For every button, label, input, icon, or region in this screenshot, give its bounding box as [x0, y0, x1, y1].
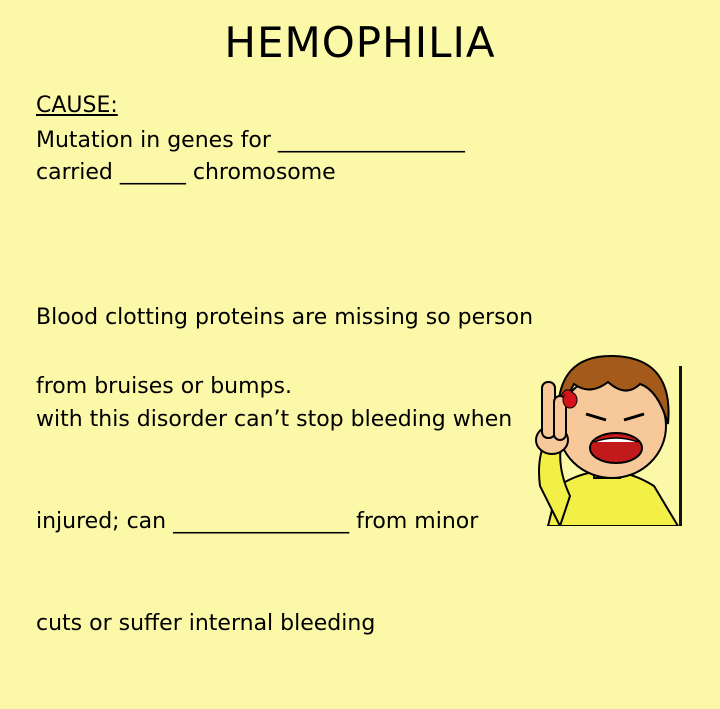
body-line-4: cuts or suffer internal bleeding	[36, 611, 376, 636]
slide-title: HEMOPHILIA	[224, 18, 496, 67]
body-line-3: injured; can ________________ from minor	[36, 509, 479, 534]
body-line-1: Blood clotting proteins are missing so person	[36, 305, 534, 330]
cause-line-2: carried ______ chromosome	[36, 160, 336, 185]
body-paragraph	[36, 233, 533, 709]
body-line-2: with this disorder can’t stop bleeding when	[36, 407, 513, 432]
boy-cut-finger-illustration	[528, 336, 684, 526]
body-line-5: from bruises or bumps.	[36, 374, 292, 399]
cause-label: CAUSE:	[36, 93, 118, 118]
cause-line-1: Mutation in genes for _________________	[36, 128, 465, 153]
